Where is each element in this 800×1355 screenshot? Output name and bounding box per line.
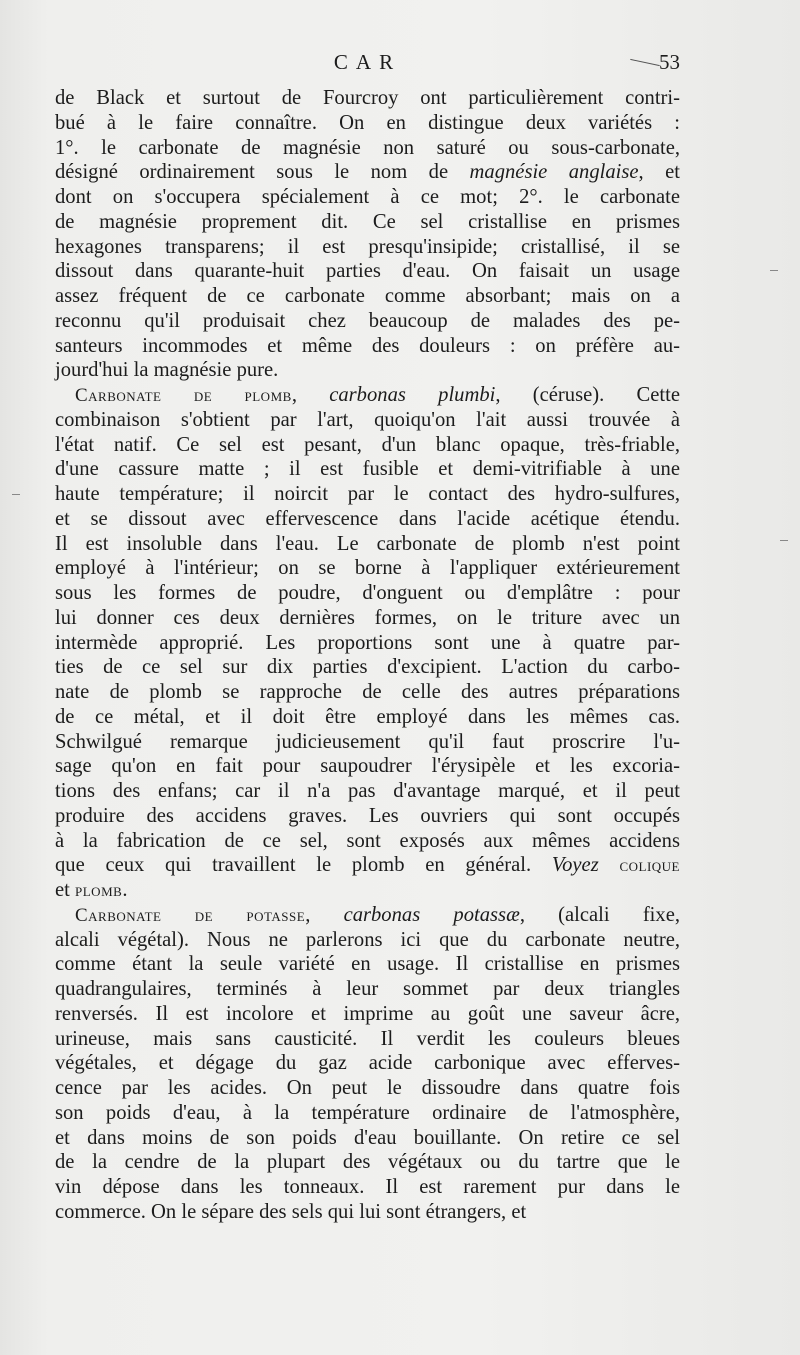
- small-caps-text: Carbonate de potasse: [75, 904, 306, 926]
- text-line: [55, 259, 680, 284]
- text-run: employé à l'intérieur; on se borne à l'appliquer extérieurement: [55, 557, 680, 580]
- text-run: et: [55, 879, 76, 901]
- margin-mark: [780, 540, 788, 541]
- text-run: jourd'hui la magnésie pure.: [55, 359, 279, 382]
- text-run: produire des accidens graves. Les ouvriers qui sont occupés: [55, 804, 680, 827]
- text-line: [55, 433, 680, 458]
- text-line: [55, 235, 680, 260]
- text-run: bué à le faire connaître. On en distingue deux variétés :: [55, 111, 680, 134]
- text-line: [55, 952, 680, 977]
- text-line: [55, 185, 680, 210]
- text-line: [55, 655, 680, 680]
- text-run: , (céruse). Cette: [495, 384, 680, 406]
- text-run: quadrangulaires, terminés à leur sommet par deux triangles: [55, 978, 680, 1000]
- text-line: [55, 1027, 680, 1052]
- text-run: hexagones transparens; il est presqu'insipide; cristallisé, il se: [55, 235, 680, 258]
- text-run: à la fabrication de ce sel, sont exposés aux mêmes accidens: [55, 829, 680, 852]
- text-line: [55, 878, 680, 903]
- text-line: [55, 730, 680, 755]
- text-run: 1°. le carbonate de magnésie non saturé ou sous-carbonate,: [55, 136, 680, 159]
- text-run: alcali végétal). Nous ne parlerons ici que du carbonate neutre,: [55, 928, 680, 951]
- text-line: [55, 680, 680, 705]
- text-run: vin dépose dans les tonneaux. Il est rarement pur dans le: [55, 1176, 680, 1198]
- text-run: comme étant la seule variété en usage. Il cristallise en prismes: [55, 953, 680, 976]
- text-line: [55, 482, 680, 507]
- text-line: [55, 86, 680, 111]
- text-line: [55, 160, 680, 185]
- text-line: [55, 977, 680, 1002]
- text-run: Il est insoluble dans l'eau. Le carbonate de plomb n'est point: [55, 532, 680, 555]
- italic-text: magnésie anglaise: [469, 161, 639, 184]
- text-line: [55, 210, 680, 235]
- running-head: [55, 50, 680, 80]
- text-run: sage qu'on en fait pour saupoudrer l'érysipèle et les excoria-: [55, 755, 680, 778]
- paragraph: [55, 383, 680, 903]
- text-line: [55, 705, 680, 730]
- small-caps-text: colique: [619, 855, 680, 877]
- text-line: [55, 383, 680, 408]
- text-line: [55, 754, 680, 779]
- text-run: urineuse, mais sans causticité. Il verdit les couleurs bleues: [55, 1027, 680, 1050]
- text-run: .: [122, 879, 128, 901]
- text-run: reconnu qu'il produisait chez beaucoup de malades des pe-: [55, 309, 680, 332]
- text-line: [55, 532, 680, 557]
- text-line: [55, 1175, 680, 1200]
- text-run: de ce métal, et il doit être employé dans les mêmes cas.: [55, 705, 680, 728]
- text-run: santeurs incommodes et même des douleurs : on préfère au-: [55, 334, 680, 357]
- text-run: dont on s'occupera spécialement à ce mot; 2°. le carbonate: [55, 186, 680, 208]
- text-run: Schwilgué remarque judicieusement qu'il faut proscrire l'u-: [55, 730, 680, 753]
- text-run: intermède approprié. Les proportions sont une à quatre par-: [55, 631, 680, 654]
- text-line: [55, 136, 680, 161]
- text-line: [55, 1126, 680, 1151]
- text-line: [55, 581, 680, 606]
- text-run: et se dissout avec effervescence dans l'acide acétique étendu.: [55, 507, 680, 530]
- paragraph: [55, 86, 680, 383]
- text-line: [55, 1150, 680, 1175]
- text-run: ,: [305, 903, 344, 926]
- text-line: [55, 457, 680, 482]
- text-run: ties de ce sel sur dix parties d'excipient. L'action du carbo-: [55, 656, 680, 679]
- text-line: [55, 358, 680, 383]
- text-line: [55, 408, 680, 433]
- text-run: végétales, et dégage du gaz acide carbonique avec efferves-: [55, 1052, 680, 1075]
- text-line: [55, 309, 680, 334]
- text-run: assez fréquent de ce carbonate comme absorbant; mais on a: [55, 285, 680, 307]
- text-line: [55, 903, 680, 928]
- text-line: [55, 1051, 680, 1076]
- text-line: [55, 1200, 680, 1225]
- text-line: [55, 1101, 680, 1126]
- text-line: [55, 334, 680, 359]
- text-run: de la cendre de la plupart des végétaux ou du tartre que le: [55, 1151, 680, 1174]
- running-title: CAR: [333, 50, 402, 74]
- small-caps-text: Carbonate de plomb: [75, 385, 292, 406]
- text-run: , (alcali fixe,: [519, 903, 680, 926]
- text-line: [55, 779, 680, 804]
- page-number: 53: [659, 50, 680, 74]
- text-run: haute température; il noircit par le contact des hydro-sulfures,: [55, 483, 680, 505]
- text-run: de Black et surtout de Fourcroy ont particulièrement contri-: [55, 87, 680, 109]
- text-line: [55, 556, 680, 581]
- text-line: [55, 631, 680, 656]
- text-run: dissout dans quarante-huit parties d'eau. On faisait un usage: [55, 260, 680, 283]
- text-line: [55, 804, 680, 829]
- text-line: [55, 111, 680, 136]
- text-run: de magnésie proprement dit. Ce sel cristallise en prismes: [55, 210, 680, 233]
- text-run: combinaison s'obtient par l'art, quoiqu'on l'ait aussi trouvée à: [55, 408, 680, 431]
- text-line: [55, 928, 680, 953]
- text-line: [55, 284, 680, 309]
- text-run: d'une cassure matte ; il est fusible et demi-vitrifiable à une: [55, 458, 680, 481]
- text-line: [55, 853, 680, 878]
- text-line: [55, 507, 680, 532]
- text-run: sous les formes de poudre, d'onguent ou d'emplâtre : pour: [55, 582, 680, 604]
- text-run: tions des enfans; car il n'a pas d'avantage marqué, et il peut: [55, 780, 680, 802]
- body-text: [55, 86, 680, 1225]
- text-run: son poids d'eau, à la température ordinaire de l'atmosphère,: [55, 1101, 680, 1124]
- text-line: [55, 1002, 680, 1027]
- text-run: renversés. Il est incolore et imprime au goût une saveur âcre,: [55, 1002, 680, 1025]
- text-line: [55, 829, 680, 854]
- italic-text: carbonas potassæ: [343, 903, 520, 926]
- margin-mark: [12, 494, 20, 495]
- text-run: ,: [291, 384, 330, 406]
- paragraph: [55, 903, 680, 1225]
- text-run: cence par les acides. On peut le dissoudre dans quatre fois: [55, 1077, 680, 1099]
- text-run: commerce. On le sépare des sels qui lui sont étrangers, et: [55, 1200, 527, 1223]
- text-line: [55, 1076, 680, 1101]
- italic-text: carbonas plumbi: [329, 384, 496, 406]
- small-caps-text: plomb: [75, 880, 123, 901]
- text-run: lui donner ces deux dernières formes, on le triture avec un: [55, 606, 680, 629]
- text-run: nate de plomb se rapproche de celle des autres préparations: [55, 681, 680, 703]
- text-run: l'état natif. Ce sel est pesant, d'un blanc opaque, très-friable,: [55, 433, 680, 456]
- text-run: et dans moins de son poids d'eau bouillante. On retire ce sel: [55, 1126, 680, 1149]
- text-run: [599, 854, 620, 876]
- italic-text: Voyez: [551, 854, 599, 877]
- text-run: que ceux qui travaillent le plomb en général.: [55, 854, 552, 877]
- text-run: , et: [638, 161, 680, 184]
- margin-mark: [770, 270, 778, 271]
- text-line: [55, 606, 680, 631]
- text-run: désigné ordinairement sous le nom de: [55, 161, 470, 184]
